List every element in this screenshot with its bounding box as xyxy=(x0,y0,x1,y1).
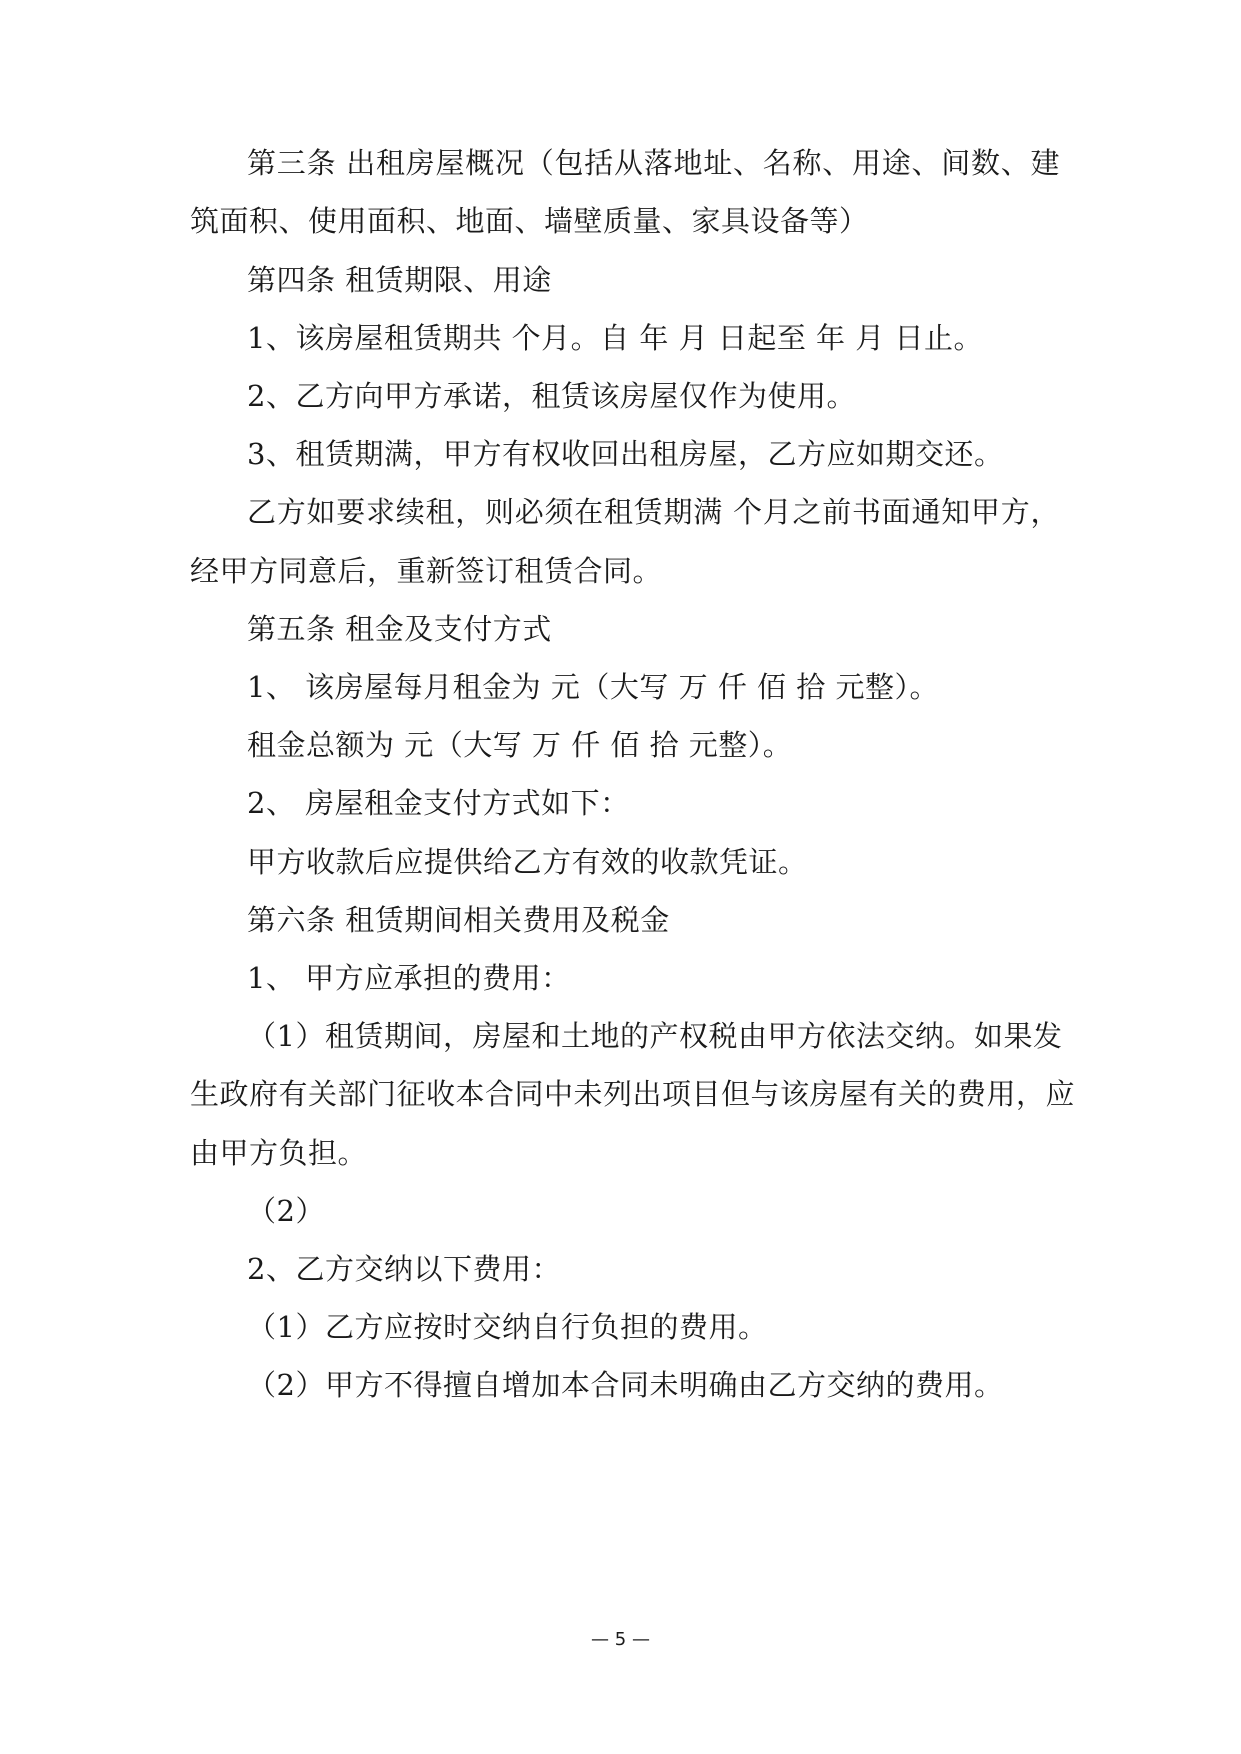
article-6-2-1: （1）乙方应按时交纳自行负担的费用。 xyxy=(247,1310,768,1344)
article-6-1-2: （2） xyxy=(247,1194,325,1228)
article-6-heading: 第六条 租赁期间相关费用及税金 xyxy=(247,903,670,937)
article-3-line-1: 第三条 出租房屋概况（包括从落地址、名称、用途、间数、建 xyxy=(247,146,1060,180)
article-6-item-2: 2、乙方交纳以下费用： xyxy=(247,1252,561,1286)
article-6-1-1-line-1: （1）租赁期间，房屋和土地的产权税由甲方依法交纳。如果发 xyxy=(247,1019,1063,1053)
article-6-1-1-line-3: 由甲方负担。 xyxy=(190,1136,368,1170)
renewal-clause-line-1: 乙方如要求续租，则必须在租赁期满 个月之前书面通知甲方， xyxy=(247,495,1060,529)
article-4-heading: 第四条 租赁期限、用途 xyxy=(247,263,552,297)
article-5-heading: 第五条 租金及支付方式 xyxy=(247,612,552,646)
article-4-item-1: 1、该房屋租赁期共 个月。自 年 月 日起至 年 月 日止。 xyxy=(247,321,983,355)
total-rent-line: 租金总额为 元（大写 万 仟 佰 拾 元整）。 xyxy=(247,728,793,762)
page-number: — 5 — xyxy=(591,1629,650,1650)
renewal-clause-line-2: 经甲方同意后，重新签订租赁合同。 xyxy=(190,554,663,588)
article-4-item-3: 3、租赁期满，甲方有权收回出租房屋，乙方应如期交还。 xyxy=(247,437,1004,471)
article-6-2-2: （2）甲方不得擅自增加本合同未明确由乙方交纳的费用。 xyxy=(247,1368,1004,1402)
article-6-1-1-line-2: 生政府有关部门征收本合同中未列出项目但与该房屋有关的费用，应 xyxy=(190,1077,1076,1111)
article-5-item-2: 2、 房屋租金支付方式如下： xyxy=(247,786,630,820)
article-3-line-2: 筑面积、使用面积、地面、墙壁质量、家具设备等） xyxy=(190,204,869,238)
article-4-item-2: 2、乙方向甲方承诺，租赁该房屋仅作为使用。 xyxy=(247,379,856,413)
article-5-item-1: 1、 该房屋每月租金为 元（大写 万 仟 佰 拾 元整）。 xyxy=(247,670,939,704)
receipt-clause: 甲方收款后应提供给乙方有效的收款凭证。 xyxy=(247,845,808,879)
article-6-item-1: 1、 甲方应承担的费用： xyxy=(247,961,571,995)
